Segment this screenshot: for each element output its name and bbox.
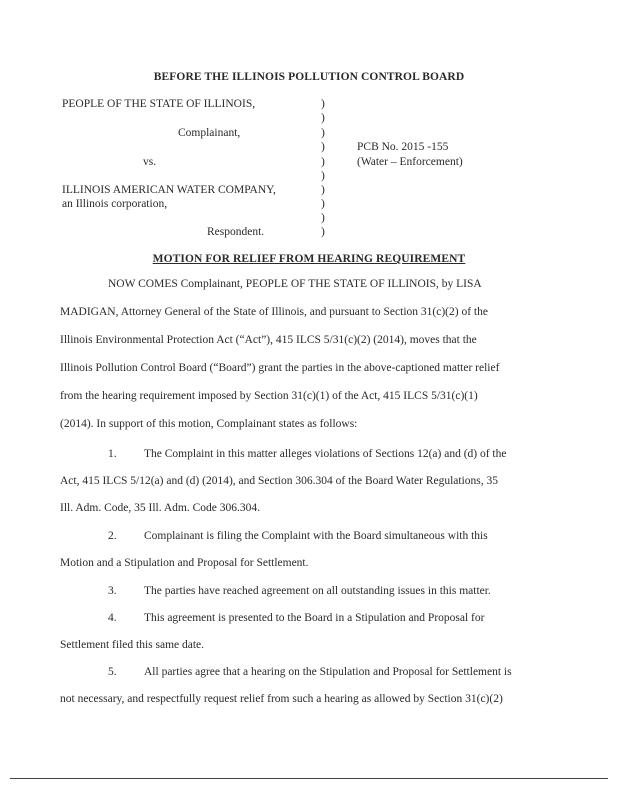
paragraph-line: All parties agree that a hearing on the Stipulation and Proposal for Settlement is <box>144 666 512 678</box>
defendant-description: an Illinois corporation, <box>62 198 168 210</box>
paragraph-number: 5. <box>108 666 117 678</box>
paragraph-line: Motion and a Stipulation and Proposal for Settlement. <box>60 557 309 569</box>
case-number: PCB No. 2015 -155 <box>357 141 449 153</box>
motion-title <box>0 253 618 265</box>
case-type: (Water – Enforcement) <box>357 156 463 168</box>
caption-paren: ) <box>321 156 325 168</box>
caption-paren: ) <box>321 170 325 182</box>
intro-line: (2014). In support of this motion, Complainant states as follows: <box>60 418 358 430</box>
plaintiff-role: Complainant, <box>178 127 241 139</box>
page-footer-rule <box>10 778 608 779</box>
caption-paren: ) <box>321 112 325 124</box>
caption-paren: ) <box>321 184 325 196</box>
caption-paren: ) <box>321 127 325 139</box>
paragraph-line: Settlement filed this same date. <box>60 639 205 651</box>
caption-paren: ) <box>321 98 325 110</box>
defendant-name: ILLINOIS AMERICAN WATER COMPANY, <box>62 184 276 196</box>
paragraph-number: 2. <box>108 530 117 542</box>
defendant-role: Respondent. <box>207 226 265 238</box>
paragraph-number: 4. <box>108 612 117 624</box>
plaintiff-name: PEOPLE OF THE STATE OF ILLINOIS, <box>62 98 256 110</box>
versus-label: vs. <box>143 156 157 168</box>
paragraph-line: The parties have reached agreement on all outstanding issues in this matter. <box>144 585 491 597</box>
intro-line: Illinois Pollution Control Board (“Board”) grant the parties in the above-captioned matter relief <box>60 362 500 374</box>
paragraph-line: Act, 415 ILCS 5/12(a) and (d) (2014), and Section 306.304 of the Board Water Regulations, 35 <box>60 475 499 487</box>
intro-line: MADIGAN, Attorney General of the State of Illinois, and pursuant to Section 31(c)(2) of the <box>60 306 488 318</box>
caption-paren: ) <box>321 212 325 224</box>
caption-paren: ) <box>321 141 325 153</box>
paragraph-line: Ill. Adm. Code, 35 Ill. Adm. Code 306.304. <box>60 502 260 514</box>
paragraph-number: 1. <box>108 448 117 460</box>
paragraph-line: not necessary, and respectfully request relief from such a hearing as allowed by Section 31(c)(2) <box>60 693 503 705</box>
motion-title-text: MOTION FOR RELIEF FROM HEARING REQUIREMENT <box>152 253 466 265</box>
paragraph-line: Complainant is filing the Complaint with the Board simultaneous with this <box>144 530 488 542</box>
paragraph-number: 3. <box>108 585 117 597</box>
paragraph-line: This agreement is presented to the Board in a Stipulation and Proposal for <box>144 612 485 624</box>
intro-line: Illinois Environmental Protection Act (“Act”), 415 ILCS 5/31(c)(2) (2014), moves that the <box>60 334 477 346</box>
board-heading: BEFORE THE ILLINOIS POLLUTION CONTROL BOARD <box>153 71 465 83</box>
intro-line: from the hearing requirement imposed by Section 31(c)(1) of the Act, 415 ILCS 5/31(c)(1) <box>60 390 478 402</box>
caption-paren: ) <box>321 198 325 210</box>
intro-line: NOW COMES Complainant, PEOPLE OF THE STATE OF ILLINOIS, by LISA <box>108 278 482 290</box>
caption-paren: ) <box>321 226 325 238</box>
paragraph-line: The Complaint in this matter alleges violations of Sections 12(a) and (d) of the <box>144 448 507 460</box>
